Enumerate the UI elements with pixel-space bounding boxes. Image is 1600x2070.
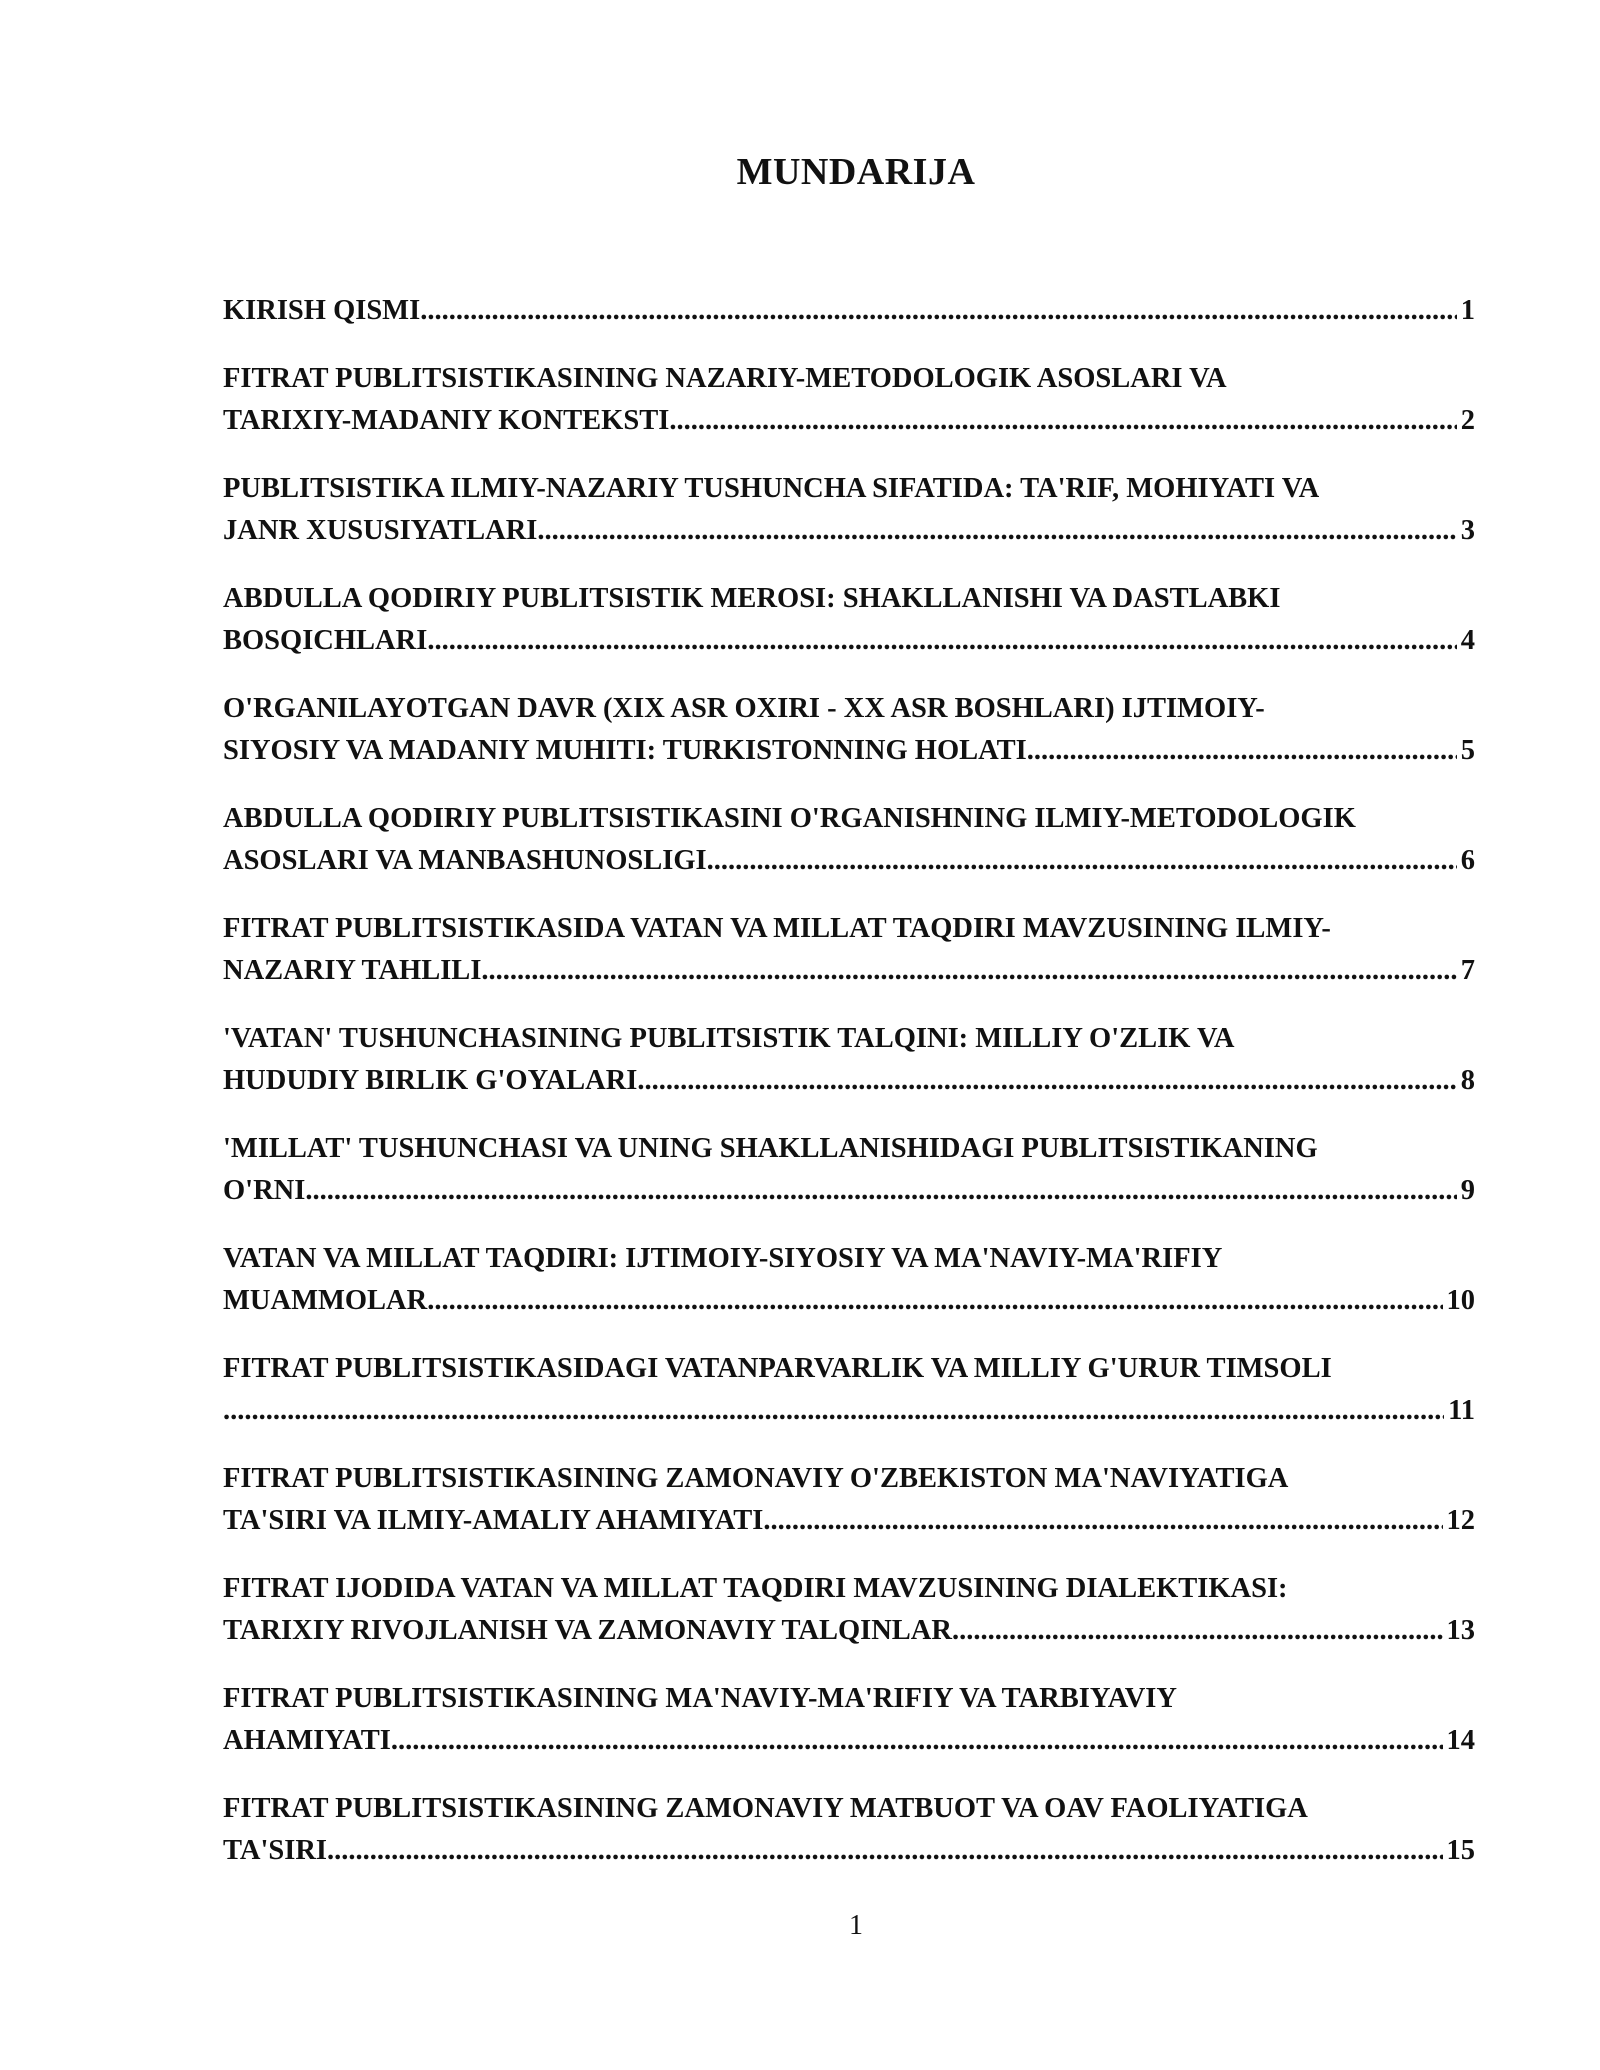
toc-entry-leader-line <box>223 1830 1475 1872</box>
toc-entry[interactable] <box>223 290 1475 332</box>
dot-leader <box>1027 730 1457 772</box>
toc-entry-title-line: FITRAT PUBLITSISTIKASIDAGI VATANPARVARLIK VA MILLIY G'URUR TIMSOLI <box>223 1353 1332 1384</box>
toc-entry-page-number: 10 <box>1446 1285 1475 1316</box>
toc-entry[interactable] <box>223 1458 1475 1542</box>
dot-leader <box>637 1060 1456 1102</box>
toc-entry[interactable] <box>223 1018 1475 1102</box>
dot-leader <box>427 1280 1442 1322</box>
toc-entry[interactable] <box>223 908 1475 992</box>
toc-entry-title-tail: SIYOSIY VA MADANIY MUHITI: TURKISTONNING HOLATI <box>223 735 1027 766</box>
toc-entry-page-number: 9 <box>1460 1175 1475 1206</box>
dot-leader <box>305 1170 1456 1212</box>
toc-entry-leader-line <box>223 1720 1475 1762</box>
table-of-contents <box>223 290 1475 1898</box>
toc-entry[interactable] <box>223 798 1475 882</box>
toc-entry-title-line: FITRAT PUBLITSISTIKASINING NAZARIY-METODOLOGIK ASOSLARI VA <box>223 363 1227 394</box>
toc-entry-leader-line <box>223 1500 1475 1542</box>
toc-entry-title-tail: JANR XUSUSIYATLARI <box>223 515 538 546</box>
toc-entry-title-tail: ASOSLARI VA MANBASHUNOSLIGI <box>223 845 707 876</box>
dot-leader <box>327 1830 1442 1872</box>
toc-entry-title-line: O'RGANILAYOTGAN DAVR (XIX ASR OXIRI - XX ASR BOSHLARI) IJTIMOIY- <box>223 693 1265 724</box>
toc-entry[interactable] <box>223 578 1475 662</box>
toc-entry[interactable] <box>223 468 1475 552</box>
dot-leader <box>481 950 1456 992</box>
toc-entry-page-number: 1 <box>1460 295 1475 326</box>
toc-entry-leader-line <box>223 400 1475 442</box>
dot-leader <box>537 510 1456 552</box>
toc-entry-title-line: FITRAT PUBLITSISTIKASIDA VATAN VA MILLAT TAQDIRI MAVZUSINING ILMIY- <box>223 913 1331 944</box>
toc-entry-page-number: 6 <box>1460 845 1475 876</box>
toc-entry-title-tail: NAZARIY TAHLILI <box>223 955 482 986</box>
toc-entry-title-line: PUBLITSISTIKA ILMIY-NAZARIY TUSHUNCHA SIFATIDA: TA'RIF, MOHIYATI VA <box>223 473 1320 504</box>
toc-entry[interactable] <box>223 1788 1475 1872</box>
dot-leader <box>707 840 1457 882</box>
toc-entry-leader-line <box>223 510 1475 552</box>
toc-entry-title-line: ABDULLA QODIRIY PUBLITSISTIKASINI O'RGANISHNING ILMIY-METODOLOGIK <box>223 803 1356 834</box>
toc-entry-title-line: ABDULLA QODIRIY PUBLITSISTIK MEROSI: SHAKLLANISHI VA DASTLABKI <box>223 583 1281 614</box>
toc-entry[interactable] <box>223 688 1475 772</box>
toc-entry-title-tail: TA'SIRI VA ILMIY-AMALIY AHAMIYATI <box>223 1505 764 1536</box>
dot-leader <box>420 290 1457 332</box>
toc-entry[interactable] <box>223 1128 1475 1212</box>
toc-entry-leader-line <box>223 840 1475 882</box>
toc-entry-page-number: 13 <box>1446 1615 1475 1646</box>
toc-entry-title-line: VATAN VA MILLAT TAQDIRI: IJTIMOIY-SIYOSIY VA MA'NAVIY-MA'RIFIY <box>223 1243 1223 1274</box>
dot-leader <box>669 400 1456 442</box>
dot-leader <box>952 1610 1443 1652</box>
page-number: 1 <box>849 1910 863 1941</box>
toc-entry-leader-line <box>223 290 1475 332</box>
toc-entry-title-tail: KIRISH QISMI <box>223 295 421 326</box>
toc-entry-title-tail: BOSQICHLARI <box>223 625 428 656</box>
toc-entry-leader-line <box>223 1610 1475 1652</box>
toc-entry[interactable] <box>223 1238 1475 1322</box>
toc-entry-title-tail: AHAMIYATI <box>223 1725 391 1756</box>
dot-leader <box>763 1500 1442 1542</box>
toc-entry-title-tail: MUAMMOLAR <box>223 1285 428 1316</box>
toc-entry-leader-line <box>223 1280 1475 1322</box>
toc-entry-title-line: 'VATAN' TUSHUNCHASINING PUBLITSISTIK TALQINI: MILLIY O'ZLIK VA <box>223 1023 1235 1054</box>
toc-entry-page-number: 2 <box>1460 405 1475 436</box>
toc-entry-title-tail: TARIXIY-MADANIY KONTEKSTI <box>223 405 670 436</box>
toc-entry-leader-line <box>223 1170 1475 1212</box>
toc-entry-page-number: 15 <box>1446 1835 1475 1866</box>
toc-entry-title-line: FITRAT IJODIDA VATAN VA MILLAT TAQDIRI MAVZUSINING DIALEKTIKASI: <box>223 1573 1288 1604</box>
toc-entry[interactable] <box>223 1348 1475 1432</box>
page-title: MUNDARIJA <box>736 151 976 193</box>
toc-entry[interactable] <box>223 1678 1475 1762</box>
toc-entry-leader-line <box>223 620 1475 662</box>
toc-entry-title-line: FITRAT PUBLITSISTIKASINING MA'NAVIY-MA'RIFIY VA TARBIYAVIY <box>223 1683 1177 1714</box>
toc-entry-page-number: 7 <box>1460 955 1475 986</box>
toc-entry-page-number: 14 <box>1446 1725 1475 1756</box>
toc-entry-title-tail: TARIXIY RIVOJLANISH VA ZAMONAVIY TALQINLAR <box>223 1615 952 1646</box>
dot-leader <box>391 1720 1443 1762</box>
toc-entry-title-tail: HUDUDIY BIRLIK G'OYALARI <box>223 1065 638 1096</box>
toc-entry-page-number: 4 <box>1460 625 1475 656</box>
toc-entry-page-number: 12 <box>1446 1505 1475 1536</box>
toc-entry-title-tail: O'RNI <box>223 1175 306 1206</box>
toc-entry-leader-line <box>223 1390 1475 1432</box>
toc-entry-leader-line <box>223 730 1475 772</box>
toc-entry[interactable] <box>223 1568 1475 1652</box>
toc-entry-page-number: 5 <box>1460 735 1475 766</box>
toc-entry[interactable] <box>223 358 1475 442</box>
toc-entry-title-line: FITRAT PUBLITSISTIKASINING ZAMONAVIY MATBUOT VA OAV FAOLIYATIGA <box>223 1793 1308 1824</box>
toc-entry-page-number: 11 <box>1448 1395 1475 1426</box>
dot-leader <box>427 620 1456 662</box>
toc-entry-leader-line <box>223 1060 1475 1102</box>
toc-entry-page-number: 3 <box>1460 515 1475 546</box>
toc-entry-title-line: FITRAT PUBLITSISTIKASINING ZAMONAVIY O'ZBEKISTON MA'NAVIYATIGA <box>223 1463 1289 1494</box>
dot-leader <box>223 1390 1444 1432</box>
toc-entry-page-number: 8 <box>1460 1065 1475 1096</box>
toc-entry-leader-line <box>223 950 1475 992</box>
toc-entry-title-tail: TA'SIRI <box>223 1835 328 1866</box>
toc-entry-title-line: 'MILLAT' TUSHUNCHASI VA UNING SHAKLLANISHIDAGI PUBLITSISTIKANING <box>223 1133 1318 1164</box>
